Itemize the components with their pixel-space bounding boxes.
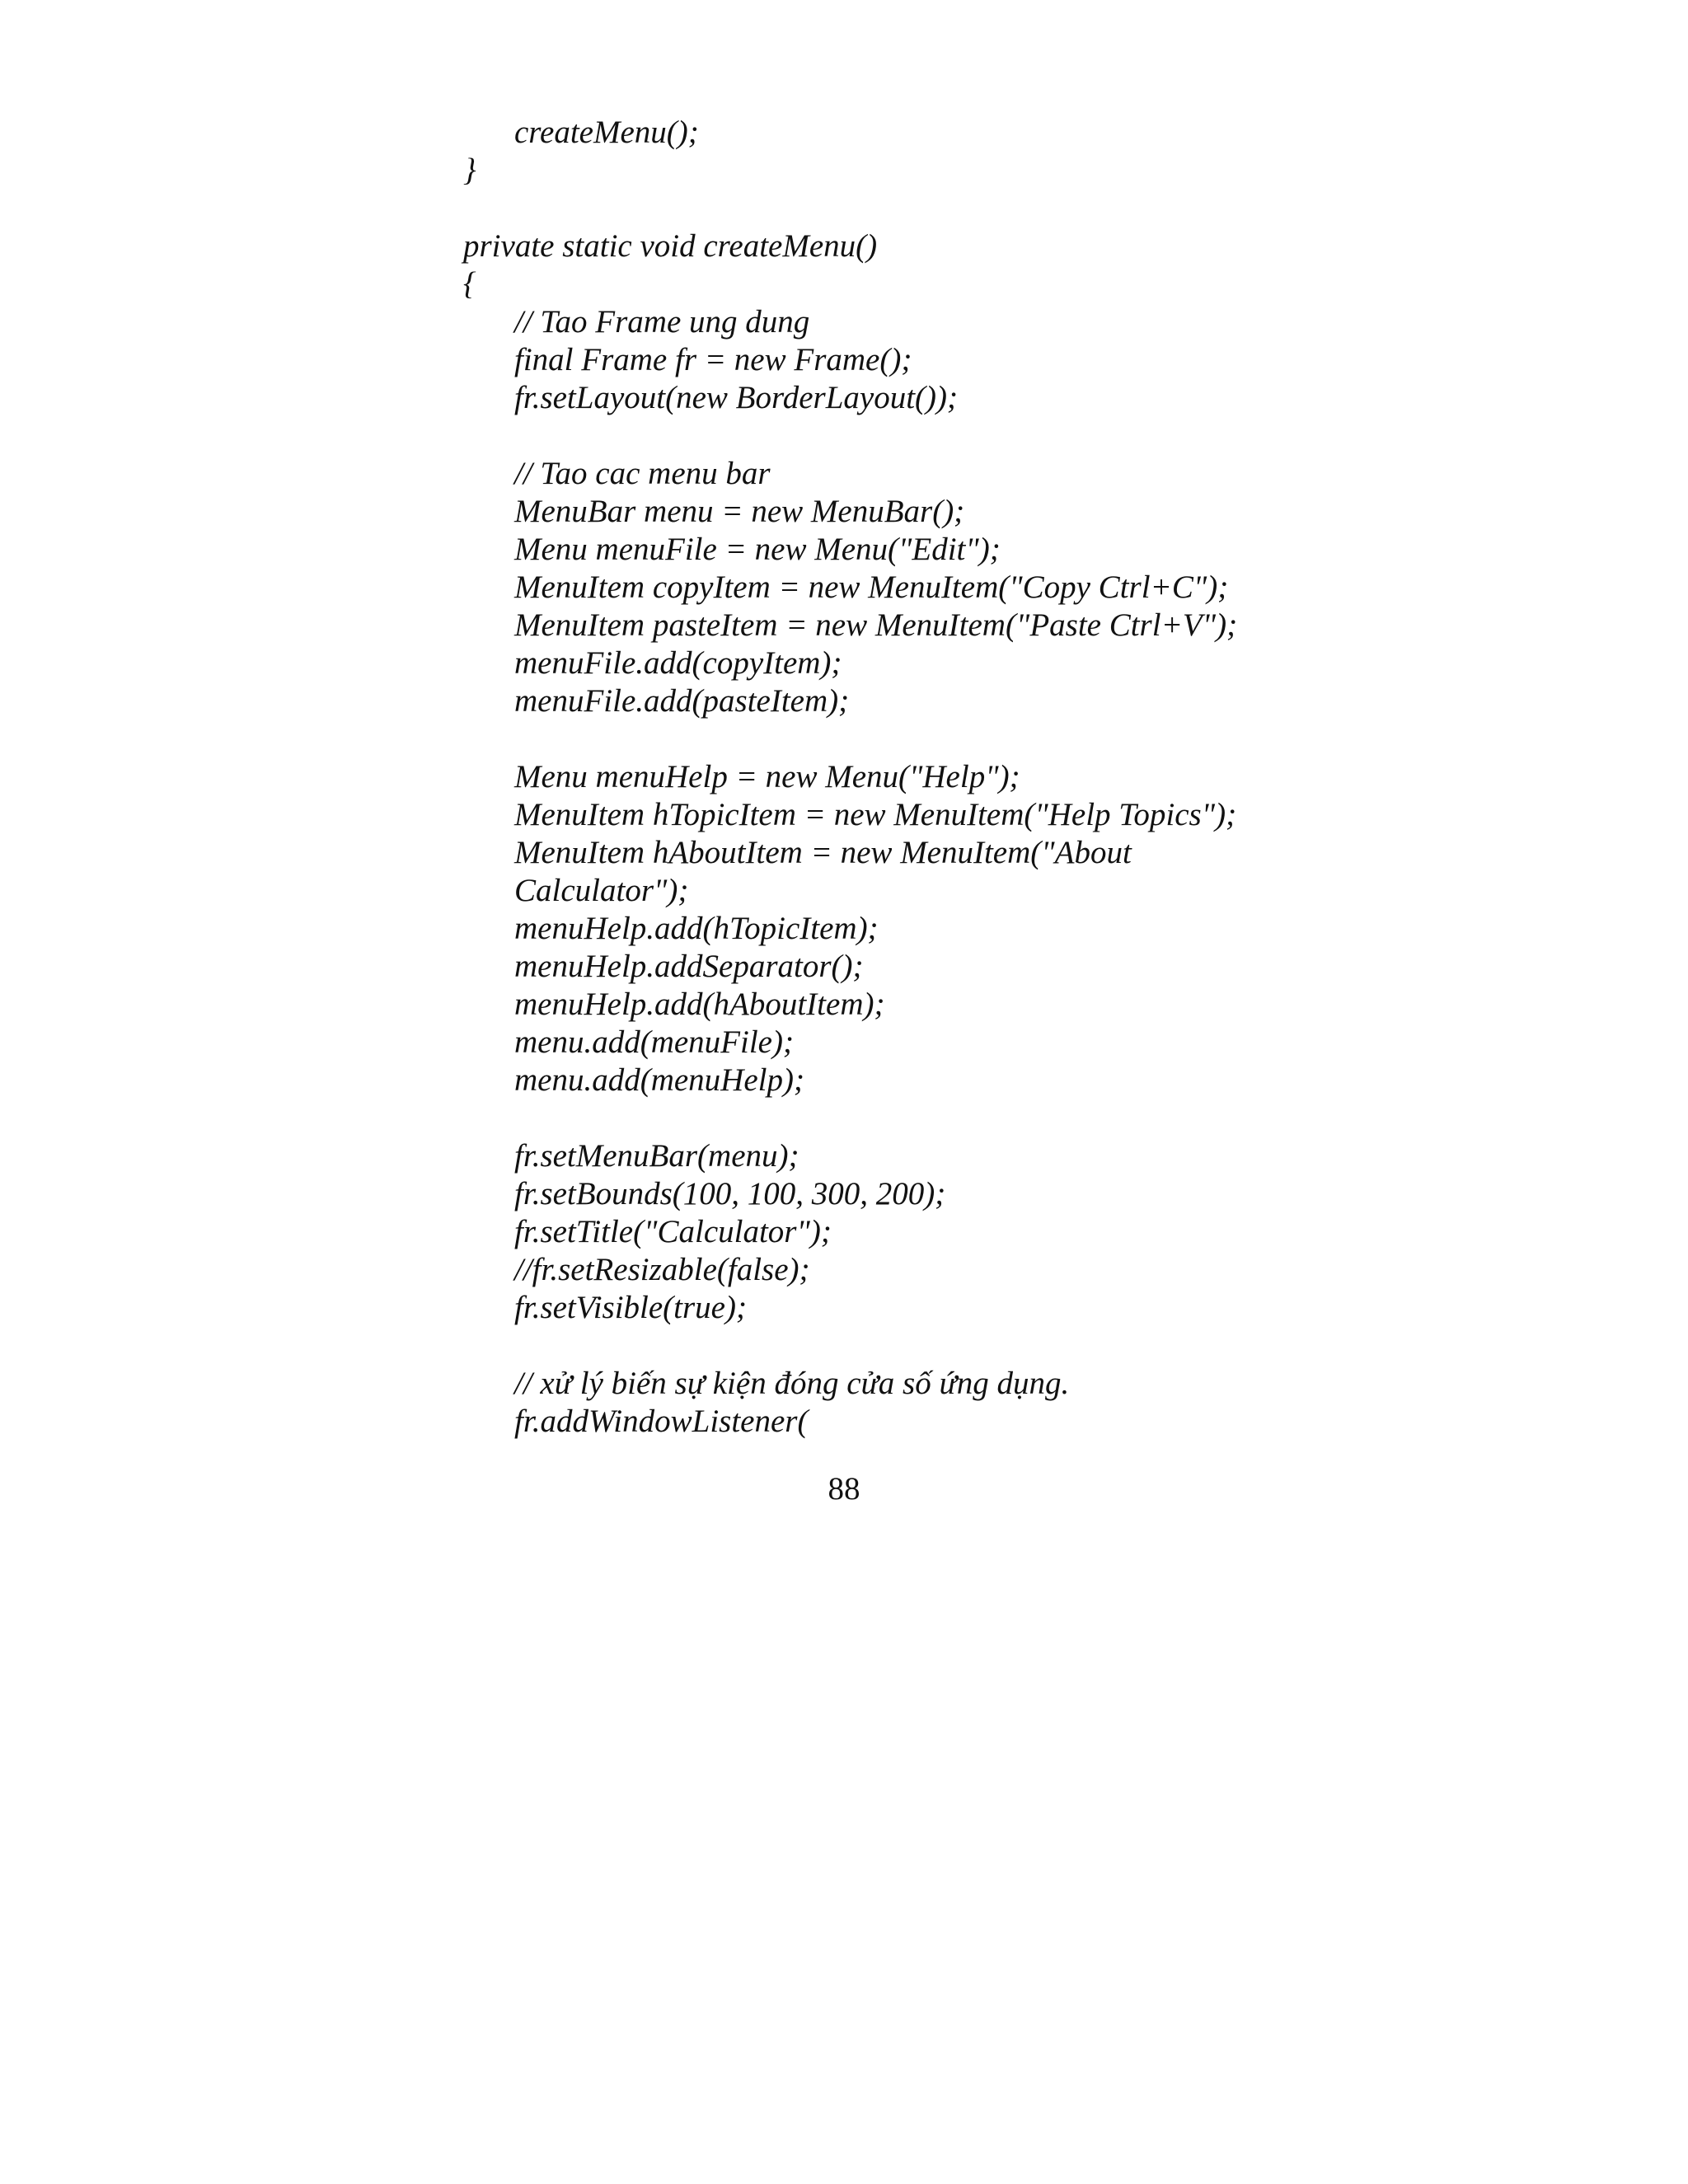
code-line: private static void createMenu() — [463, 228, 878, 264]
blank-line — [463, 1327, 1370, 1365]
code-line: MenuItem hAboutItem = new MenuItem("About — [514, 835, 1132, 870]
code-line: Calculator"); — [514, 873, 689, 908]
code-line: fr.setLayout(new BorderLayout()); — [514, 380, 958, 415]
code-comment: // Tao Frame ung dung — [514, 304, 810, 340]
blank-line — [463, 190, 1370, 227]
blank-line — [463, 720, 1370, 758]
code-line: MenuItem copyItem = new MenuItem("Copy Ctrl+C"); — [514, 569, 1229, 605]
code-line: menu.add(menuHelp); — [514, 1062, 804, 1098]
code-line: menuFile.add(copyItem); — [514, 645, 842, 681]
code-line: menu.add(menuFile); — [514, 1024, 794, 1060]
code-line: fr.setBounds(100, 100, 300, 200); — [514, 1176, 946, 1212]
code-comment: // Tao cac menu bar — [514, 456, 771, 491]
code-listing — [463, 114, 1370, 1441]
code-line: fr.setTitle("Calculator"); — [514, 1214, 832, 1249]
blank-line — [463, 1099, 1370, 1137]
page-number: 88 — [828, 1471, 860, 1507]
code-line: fr.setMenuBar(menu); — [514, 1138, 799, 1174]
code-line: MenuBar menu = new MenuBar(); — [514, 494, 965, 529]
code-line: fr.addWindowListener( — [514, 1404, 809, 1439]
code-line: final Frame fr = new Frame(); — [514, 342, 912, 377]
code-comment: //fr.setResizable(false); — [514, 1252, 810, 1287]
code-line: menuHelp.addSeparator(); — [514, 949, 864, 984]
code-line: fr.setVisible(true); — [514, 1290, 747, 1325]
blank-line — [463, 417, 1370, 455]
code-line: menuHelp.add(hAboutItem); — [514, 987, 885, 1022]
code-line: Menu menuFile = new Menu("Edit"); — [514, 532, 1001, 567]
code-line: MenuItem hTopicItem = new MenuItem("Help Topics"); — [514, 797, 1237, 832]
code-line: { — [463, 266, 476, 302]
code-line: createMenu(); — [514, 115, 699, 150]
code-line: menuFile.add(pasteItem); — [514, 683, 850, 719]
code-line: } — [463, 152, 476, 188]
code-line: menuHelp.add(hTopicItem); — [514, 911, 879, 946]
code-line: Menu menuHelp = new Menu("Help"); — [514, 759, 1020, 794]
code-line: MenuItem pasteItem = new MenuItem("Paste Ctrl+V"); — [514, 607, 1238, 643]
code-comment: // xử lý biến sự kiện đóng cửa số ứng dụng. — [514, 1366, 1070, 1401]
